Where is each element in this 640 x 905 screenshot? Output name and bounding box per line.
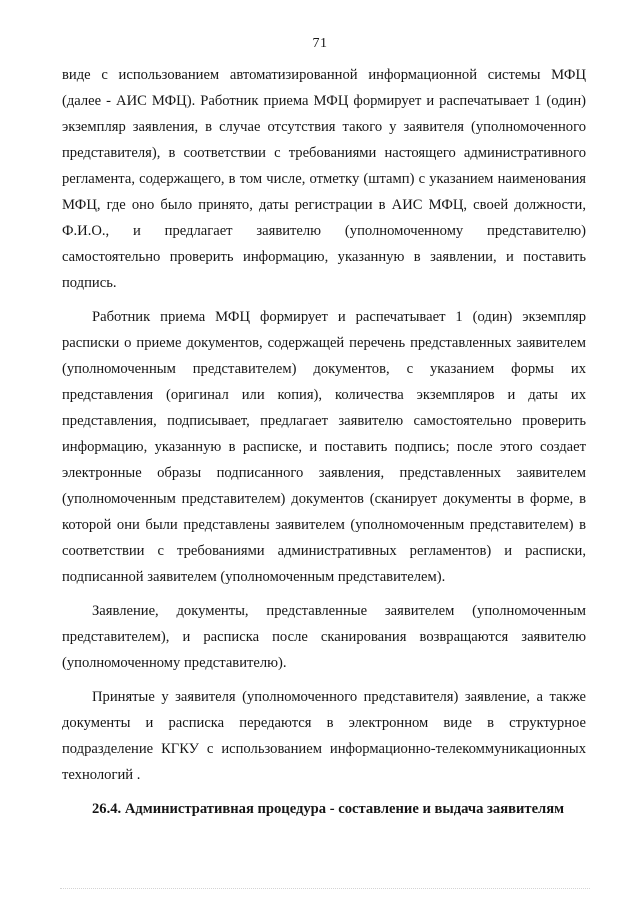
- section-heading: 26.4. Административная процедура - составление и выдача заявителям: [92, 801, 565, 817]
- document-body: [62, 62, 586, 822]
- paragraph-return-documents: Заявление, документы, представленные заявителем (уполномоченным представителем), и расписка после сканирования возвращаются заявителю (уполномоченному представителю).: [62, 603, 586, 671]
- page-number: 71: [312, 36, 328, 51]
- paragraph-transfer-documents: Принятые у заявителя (уполномоченного представителя) заявление, а также документы и расписка передаются в электронном виде в структурное подразделение КГКУ с использованием информационно-телекоммуникационных технологий .: [62, 689, 586, 783]
- scan-artifact-line: [60, 885, 590, 889]
- paragraph-receipt: Работник приема МФЦ формирует и распечатывает 1 (один) экземпляр расписки о приеме документов, содержащей перечень представленных заявителем (уполномоченным представителем) документов, с указанием формы их представления (оригинал или копия), количества экземпляров и даты их представления, подписывает, предлагает заявителю самостоятельно проверить информацию, указанную в расписке, и поставить подпись; после этого создает электронные образы подписанного заявления, представленных заявителем (уполномоченным представителем) документов (сканирует документы в форме, в которой они были представлены заявителем (уполномоченным представителем) в соответствии с требованиями административных регламентов) и расписки, подписанной заявителем (уполномоченным представителем).: [62, 309, 586, 585]
- paragraph-continuation: виде с использованием автоматизированной информационной системы МФЦ (далее - АИС МФЦ). Работник приема МФЦ формирует и распечатывает 1 (один) экземпляр заявления, в случае отсутствия такого у заявителя (уполномоченного представителя), в соответствии с требованиями настоящего административного регламента, содержащего, в том числе, отметку (штамп) с указанием наименования МФЦ, где оно было принято, даты регистрации в АИС МФЦ, своей должности, Ф.И.О., и предлагает заявителю (уполномоченному представителю) самостоятельно проверить информацию, указанную в заявлении, и поставить подпись.: [62, 67, 586, 291]
